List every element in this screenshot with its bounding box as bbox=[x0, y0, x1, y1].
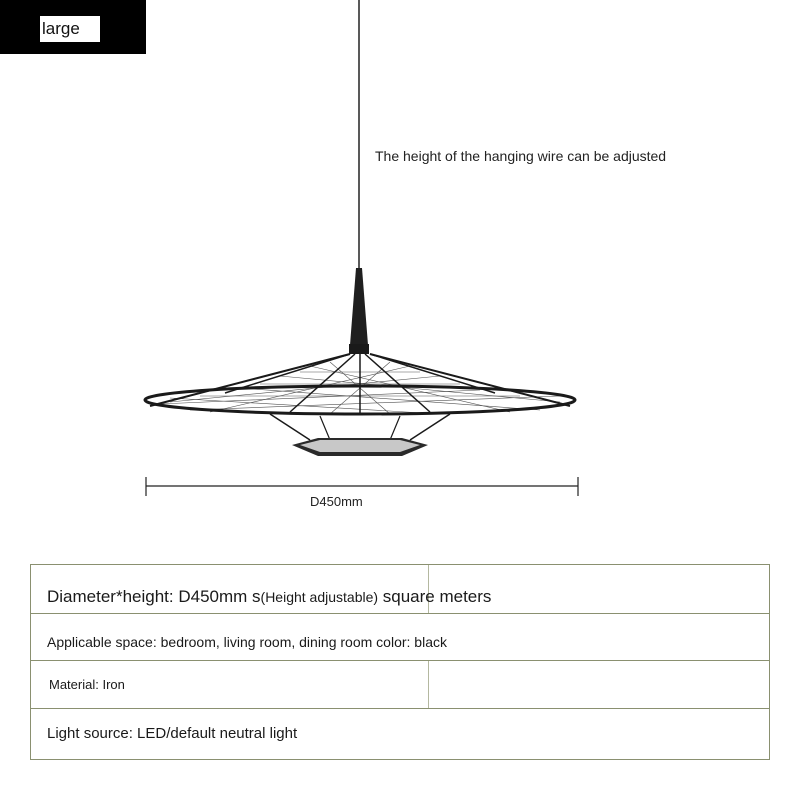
spec-diameter-tail: square meters bbox=[378, 587, 492, 606]
spec-row-material bbox=[31, 661, 769, 709]
spec-diameter-text bbox=[47, 587, 491, 607]
spec-diameter-main: Diameter*height: D450mm s bbox=[47, 587, 261, 606]
spec-material-text: Material: Iron bbox=[49, 677, 125, 692]
spec-row-space bbox=[31, 614, 769, 661]
lamp-collar bbox=[349, 344, 369, 354]
spec-table bbox=[30, 564, 770, 760]
lamp-shade bbox=[145, 354, 575, 440]
spec-space-text: Applicable space: bedroom, living room, dining room color: black bbox=[47, 634, 447, 650]
column-divider bbox=[428, 661, 429, 708]
spec-row-light-source bbox=[31, 709, 769, 761]
lamp-top-cone bbox=[350, 268, 368, 345]
spec-light-source-text: Light source: LED/default neutral light bbox=[47, 725, 298, 742]
spec-height-adjustable: (Height adjustable) bbox=[260, 589, 379, 605]
lamp-diffuser bbox=[292, 438, 428, 456]
diameter-label: D450mm bbox=[310, 494, 363, 509]
size-label: large bbox=[40, 16, 100, 42]
spec-row-diameter bbox=[31, 565, 769, 614]
wire-adjustable-note: The height of the hanging wire can be adjusted bbox=[375, 148, 667, 164]
